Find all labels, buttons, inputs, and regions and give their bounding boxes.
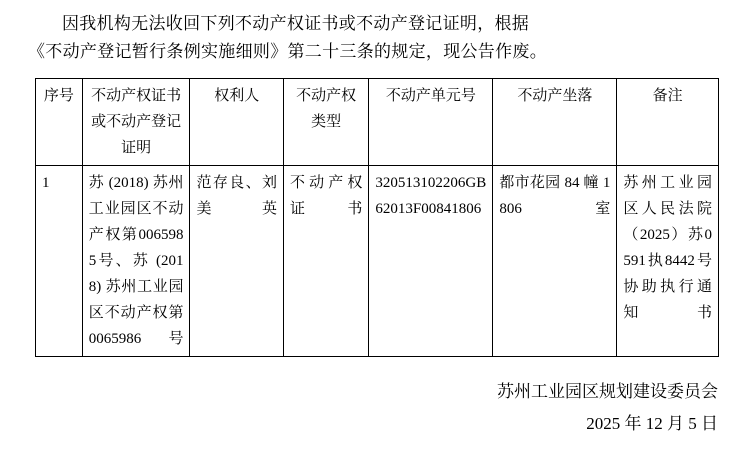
table-header-no: 序号 (36, 79, 83, 166)
table-header-owner: 权利人 (190, 79, 284, 166)
cell-cert: 苏 (2018) 苏州工业园区不动产权第0065985号、苏 (2018) 苏州工业园区不动产权第0065986号 (82, 166, 190, 357)
table-header-location: 不动产坐落 (493, 79, 617, 166)
table-header-cert: 不动产权证书或不动产登记证明 (82, 79, 190, 166)
intro-line-1: 因我机构无法收回下列不动产权证书或不动产登记证明，根据 (62, 14, 530, 33)
cell-memo: 苏州工业园区人民法院（2025）苏0591执8442号协助执行通知书 (617, 166, 719, 357)
cell-owner: 范存良、刘美英 (190, 166, 284, 357)
notice-table (35, 78, 719, 357)
intro-line-2: 《不动产登记暂行条例实施细则》第二十三条的规定，现公告作废。 (28, 42, 547, 61)
signoff-block (497, 376, 718, 440)
table-header-unit: 不动产单元号 (369, 79, 493, 166)
signoff-issuer: 苏州工业园区规划建设委员会 (497, 382, 718, 401)
cell-unit: 320513102206GB62013F00841806 (369, 166, 493, 357)
table-header-type: 不动产权类型 (283, 79, 368, 166)
signoff-date: 2025 年 12 月 5 日 (586, 414, 718, 433)
cell-type: 不动产权证书 (283, 166, 368, 357)
cell-no: 1 (36, 166, 83, 357)
table-header-row (36, 79, 719, 166)
table-header-memo: 备注 (617, 79, 719, 166)
cell-location: 都市花园 84 幢 1806 室 (493, 166, 617, 357)
table-row (36, 166, 719, 357)
intro-paragraph (28, 10, 726, 66)
